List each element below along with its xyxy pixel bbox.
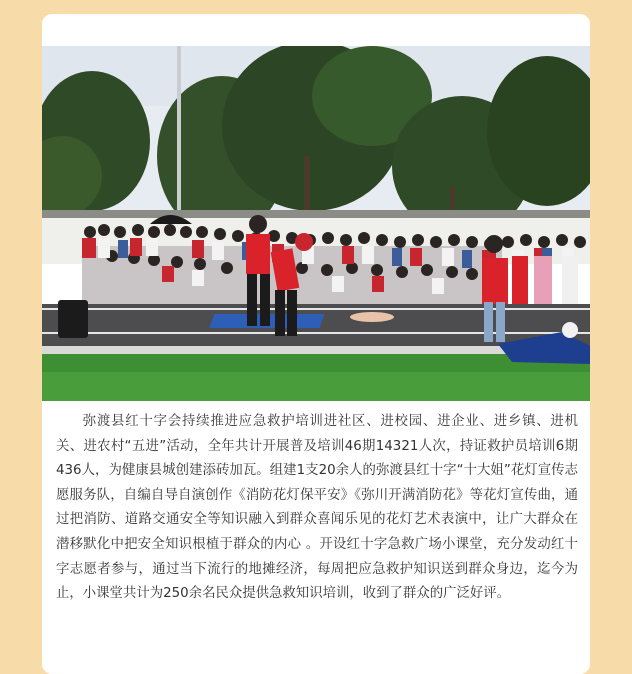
article-paragraph: 弥渡县红十字会持续推进应急救护培训进社区、进校园、进企业、进乡镇、进机关、进农村“五进”活动，全年共计开展普及培训46期14321人次，持证救护员培训6期436人，为健康县城创建添砖加瓦。组建1支20余人的弥渡县红十字“十大姐”花灯宣传志愿服务队，自编自导自演创作《消防花灯保平安》《弥川开满消防花》等花灯宣传曲，通过把消防、道路交通安全等知识融入到群众喜闻乐见的花灯艺术表演中，让广大群众在潜移默化中把安全知识根植于群众的内心 。开设红十字急救广场小课堂，充分发动红十字志愿者参与，通过当下流行的地摊经济，每周把应急救护知识送到群众身边，迄今为止，小课堂共计为250余名民众提供急救知识培训，收到了群众的广泛好评。: [56, 414, 578, 602]
activity-photo: [42, 46, 590, 401]
first-aid-training-photo: [42, 46, 590, 401]
article-card: [42, 14, 590, 674]
